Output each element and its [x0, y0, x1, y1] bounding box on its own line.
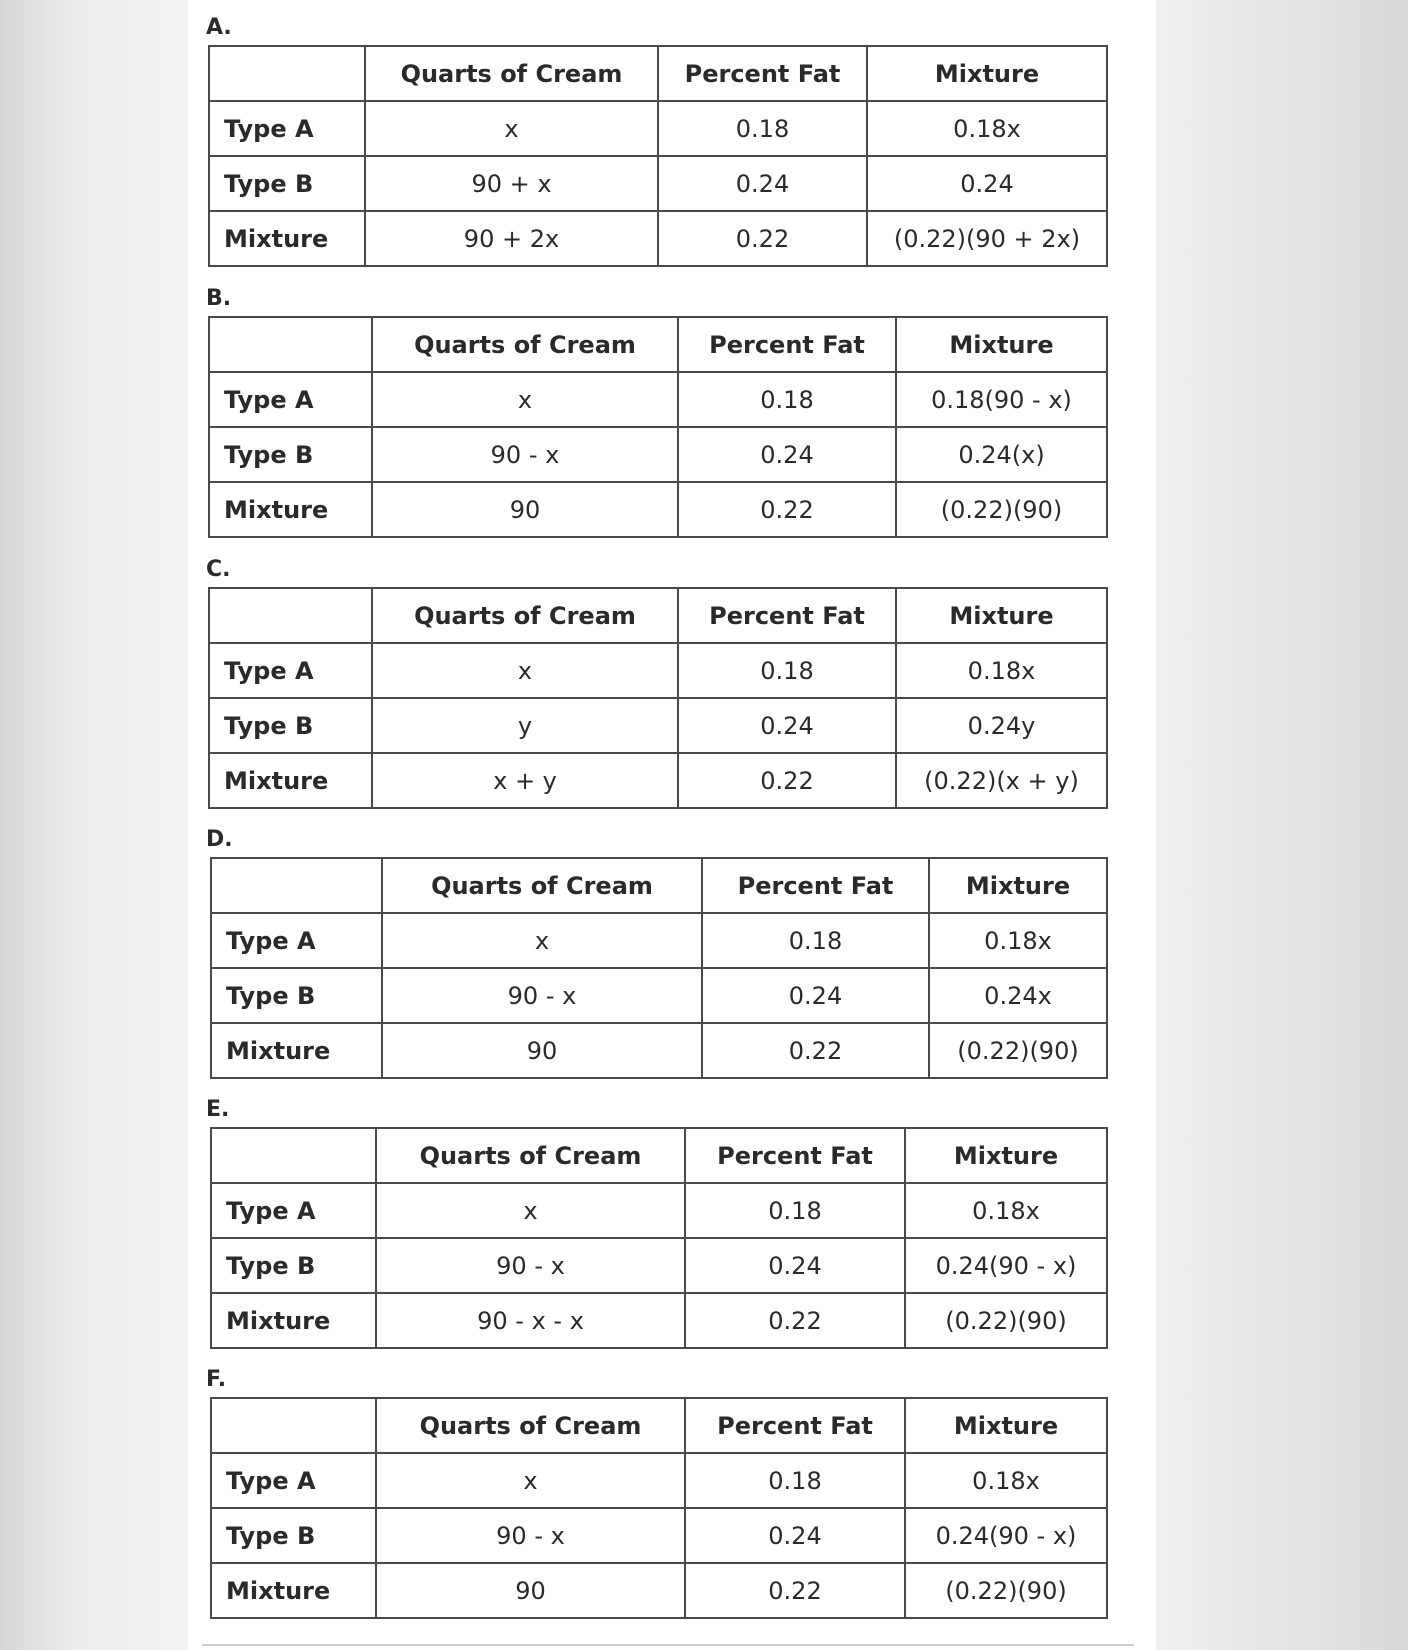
col-header-percent-fat: Percent Fat [678, 588, 896, 643]
cell-quarts: 90 - x [372, 427, 678, 482]
table-row [211, 1238, 1107, 1293]
cell-percent: 0.18 [685, 1183, 905, 1238]
table-row [211, 1453, 1107, 1508]
cell-quarts: x [372, 372, 678, 427]
table-row [209, 372, 1107, 427]
option-table-d [210, 857, 1108, 1079]
cell-mixture: 0.18x [929, 913, 1107, 968]
cell-mixture: 0.18x [905, 1453, 1107, 1508]
cell-mixture: 0.24(90 - x) [905, 1238, 1107, 1293]
cell-mixture: (0.22)(90) [905, 1563, 1107, 1618]
col-header-percent-fat: Percent Fat [678, 317, 896, 372]
row-label-type-a: Type A [211, 1183, 376, 1238]
cell-percent: 0.18 [678, 643, 896, 698]
cell-percent: 0.22 [678, 753, 896, 808]
option-label-b: B. [206, 286, 232, 311]
corner-cell [211, 858, 382, 913]
cell-quarts: 90 [376, 1563, 685, 1618]
cell-mixture: 0.24y [896, 698, 1107, 753]
table-row [209, 753, 1107, 808]
col-header-mixture: Mixture [896, 317, 1107, 372]
cell-quarts: 90 - x - x [376, 1293, 685, 1348]
cell-quarts: x [365, 101, 658, 156]
option-table-f [210, 1397, 1108, 1619]
table-row [209, 156, 1107, 211]
col-header-quarts: Quarts of Cream [376, 1398, 685, 1453]
table-row [209, 643, 1107, 698]
cell-mixture: (0.22)(x + y) [896, 753, 1107, 808]
blurred-background-left [0, 0, 188, 1650]
cell-quarts: 90 - x [376, 1238, 685, 1293]
col-header-mixture: Mixture [929, 858, 1107, 913]
blurred-background-right [1156, 0, 1408, 1650]
cell-mixture: 0.18x [905, 1183, 1107, 1238]
cell-quarts: x [376, 1453, 685, 1508]
cell-percent: 0.22 [685, 1293, 905, 1348]
row-label-mixture: Mixture [209, 211, 365, 266]
cell-mixture: 0.24x [929, 968, 1107, 1023]
corner-cell [209, 317, 372, 372]
option-label-e: E. [206, 1097, 230, 1122]
row-label-type-a: Type A [211, 1453, 376, 1508]
row-label-type-a: Type A [209, 101, 365, 156]
cell-quarts: 90 [382, 1023, 702, 1078]
row-label-type-a: Type A [209, 643, 372, 698]
row-label-mixture: Mixture [211, 1563, 376, 1618]
cell-mixture: 0.18(90 - x) [896, 372, 1107, 427]
col-header-quarts: Quarts of Cream [365, 46, 658, 101]
row-label-type-b: Type B [209, 156, 365, 211]
cell-percent: 0.18 [702, 913, 929, 968]
cell-percent: 0.22 [685, 1563, 905, 1618]
table-row [209, 211, 1107, 266]
table-header-row [211, 858, 1107, 913]
col-header-percent-fat: Percent Fat [658, 46, 867, 101]
cell-mixture: 0.24(90 - x) [905, 1508, 1107, 1563]
row-label-type-a: Type A [209, 372, 372, 427]
option-table-b [208, 316, 1108, 538]
table-header-row [211, 1398, 1107, 1453]
cell-quarts: x [372, 643, 678, 698]
cell-percent: 0.24 [702, 968, 929, 1023]
row-label-mixture: Mixture [209, 482, 372, 537]
table-row [211, 913, 1107, 968]
cell-percent: 0.24 [685, 1508, 905, 1563]
table-row [209, 698, 1107, 753]
col-header-percent-fat: Percent Fat [685, 1128, 905, 1183]
cell-mixture: (0.22)(90) [929, 1023, 1107, 1078]
cell-mixture: (0.22)(90) [905, 1293, 1107, 1348]
row-label-mixture: Mixture [211, 1023, 382, 1078]
footer-divider [202, 1644, 1134, 1646]
cell-percent: 0.24 [678, 427, 896, 482]
cell-percent: 0.22 [678, 482, 896, 537]
cell-mixture: 0.18x [867, 101, 1107, 156]
cell-quarts: y [372, 698, 678, 753]
option-label-c: C. [206, 557, 231, 582]
cell-mixture: 0.24 [867, 156, 1107, 211]
table-row [211, 1023, 1107, 1078]
cell-quarts: 90 + 2x [365, 211, 658, 266]
option-label-d: D. [206, 827, 233, 852]
table-row [209, 101, 1107, 156]
cell-percent: 0.24 [658, 156, 867, 211]
table-header-row [211, 1128, 1107, 1183]
col-header-mixture: Mixture [896, 588, 1107, 643]
document-page [188, 0, 1156, 1650]
row-label-type-b: Type B [209, 698, 372, 753]
option-label-f: F. [206, 1367, 227, 1392]
option-table-e [210, 1127, 1108, 1349]
table-header-row [209, 317, 1107, 372]
table-row [211, 1563, 1107, 1618]
table-row [209, 427, 1107, 482]
cell-quarts: x [376, 1183, 685, 1238]
cell-percent: 0.22 [702, 1023, 929, 1078]
row-label-mixture: Mixture [211, 1293, 376, 1348]
table-row [211, 1183, 1107, 1238]
cell-mixture: (0.22)(90) [896, 482, 1107, 537]
option-table-a [208, 45, 1108, 267]
table-row [211, 1293, 1107, 1348]
cell-quarts: 90 - x [382, 968, 702, 1023]
cell-quarts: x + y [372, 753, 678, 808]
table-row [211, 968, 1107, 1023]
cell-mixture: (0.22)(90 + 2x) [867, 211, 1107, 266]
col-header-percent-fat: Percent Fat [702, 858, 929, 913]
col-header-percent-fat: Percent Fat [685, 1398, 905, 1453]
corner-cell [211, 1398, 376, 1453]
cell-percent: 0.24 [685, 1238, 905, 1293]
corner-cell [211, 1128, 376, 1183]
cell-quarts: 90 - x [376, 1508, 685, 1563]
table-header-row [209, 46, 1107, 101]
cell-quarts: 90 [372, 482, 678, 537]
row-label-type-b: Type B [211, 1238, 376, 1293]
option-table-c [208, 587, 1108, 809]
cell-percent: 0.18 [658, 101, 867, 156]
col-header-quarts: Quarts of Cream [372, 588, 678, 643]
row-label-mixture: Mixture [209, 753, 372, 808]
cell-percent: 0.18 [678, 372, 896, 427]
col-header-quarts: Quarts of Cream [372, 317, 678, 372]
corner-cell [209, 46, 365, 101]
option-label-a: A. [206, 15, 232, 40]
table-row [211, 1508, 1107, 1563]
col-header-quarts: Quarts of Cream [382, 858, 702, 913]
cell-mixture: 0.24(x) [896, 427, 1107, 482]
row-label-type-b: Type B [209, 427, 372, 482]
table-header-row [209, 588, 1107, 643]
cell-quarts: x [382, 913, 702, 968]
col-header-mixture: Mixture [905, 1128, 1107, 1183]
table-row [209, 482, 1107, 537]
col-header-mixture: Mixture [905, 1398, 1107, 1453]
row-label-type-a: Type A [211, 913, 382, 968]
row-label-type-b: Type B [211, 1508, 376, 1563]
cell-quarts: 90 + x [365, 156, 658, 211]
col-header-mixture: Mixture [867, 46, 1107, 101]
corner-cell [209, 588, 372, 643]
cell-percent: 0.18 [685, 1453, 905, 1508]
row-label-type-b: Type B [211, 968, 382, 1023]
cell-percent: 0.24 [678, 698, 896, 753]
col-header-quarts: Quarts of Cream [376, 1128, 685, 1183]
cell-mixture: 0.18x [896, 643, 1107, 698]
cell-percent: 0.22 [658, 211, 867, 266]
